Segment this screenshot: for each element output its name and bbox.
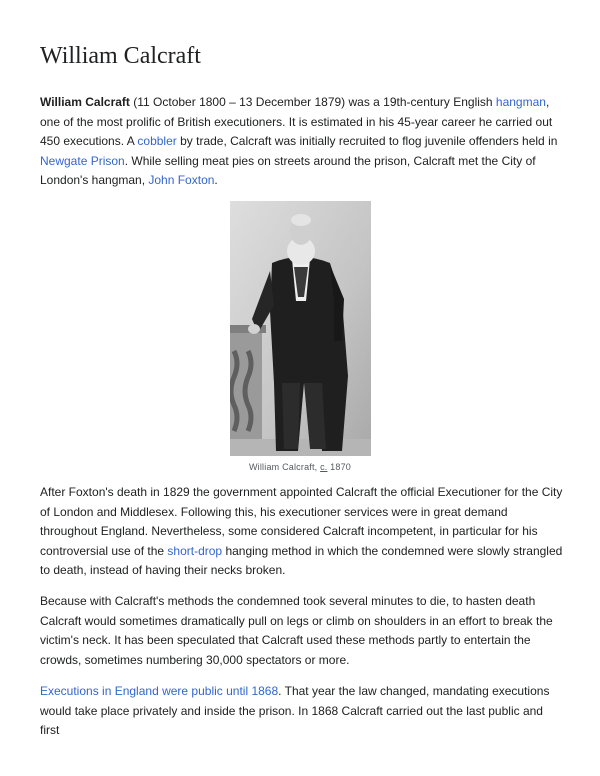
intro-paragraph [40, 93, 564, 191]
cobbler-link[interactable]: cobbler [137, 134, 177, 148]
figure-caption [0, 462, 600, 472]
caption-circa: c. [320, 462, 328, 472]
portrait-image[interactable] [230, 201, 371, 456]
portrait-photo [230, 201, 371, 456]
intro-text-4: . While selling meat pies on streets around the prison, Calcraft met the City of London's hangman, [40, 153, 536, 187]
body-paragraph-3: Because with Calcraft's methods the condemned took several minutes to die, to hasten death Calcraft would sometimes dramatically pull on legs or climb on shoulders in an effort to break the victim's neck. It has been speculated that Calcraft used these methods partly to entertain the crowds, sometimes numbering 30,000 spectators or more. [40, 594, 553, 667]
newgate-prison-link[interactable]: Newgate Prison [40, 153, 125, 168]
subject-name: William Calcraft [40, 95, 130, 109]
intro-text-2: , one of the most prolific of British executioners. It is estimated in his 45-year career he carried out 450 executions. A [40, 95, 553, 148]
page-title: William Calcraft [40, 43, 201, 69]
intro-text-5: . [214, 173, 218, 187]
caption-year: 1870 [327, 462, 352, 472]
executions-in-england-link[interactable]: Executions in England were public until 1868 [40, 684, 279, 698]
body-paragraph-4 [40, 682, 564, 741]
intro-text-3: by trade, Calcraft was initially recruited to flog juvenile offenders held in [176, 134, 558, 148]
short-drop-link[interactable]: short-drop [167, 543, 223, 558]
john-foxton-link[interactable]: John Foxton [148, 173, 215, 187]
p4-text-1: . That year the law changed, mandating executions would take place privately and inside the prison. In 1868 Calcraft carried out the last public and first [40, 684, 550, 737]
body-paragraph-2 [40, 483, 564, 581]
p2-text-1: After Foxton's death in 1829 the government appointed Calcraft the official Executioner for the City of London and Middlesex. Following this, his executioner services were in great demand throughout England. Nevertheless, some considered Calcraft incompetent, in particular for his controversial use of the [40, 485, 563, 558]
p2-text-2: hanging method in which the condemned were slowly strangled to death, instead of having their necks broken. [40, 543, 563, 577]
caption-prefix: William Calcraft, [248, 462, 321, 472]
intro-text-1: (11 October 1800 – 13 December 1879) was a 19th-century English [129, 95, 496, 109]
hangman-link[interactable]: hangman [495, 95, 546, 109]
